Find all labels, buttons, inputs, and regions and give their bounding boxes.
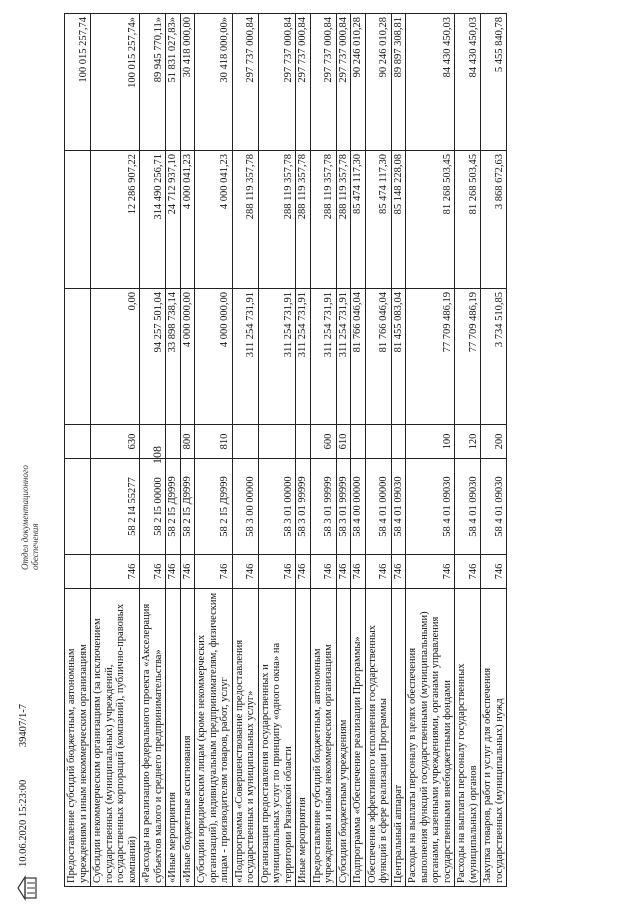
logo-icon — [16, 875, 38, 901]
amount-2022-cell: 51 831 027,83» — [166, 14, 181, 151]
table-row — [296, 14, 311, 887]
ministry-code-cell: 746 — [180, 555, 195, 589]
target-article-code-cell: 58 4 01 00000 — [365, 459, 391, 555]
row-name-cell: Закупка товаров, работ и услуг для обеспечения государственных (муниципальных) нужд — [481, 589, 507, 887]
target-article-code-cell: 58 3 01 99999 — [296, 459, 311, 555]
expense-type-code-cell — [296, 425, 311, 459]
amount-2022-cell: 30 418 000,00 — [180, 14, 195, 151]
table-row — [481, 14, 507, 887]
target-article-code-cell: 58 3 01 99999 — [310, 459, 336, 555]
amount-2021-cell: 85 474 117,30 — [351, 151, 366, 289]
table-row — [180, 14, 195, 887]
target-article-code-cell: 58 3 01 99999 — [336, 459, 351, 555]
expense-type-code-cell: 610 — [336, 425, 351, 459]
amount-2021-cell: 4 000 041,23 — [180, 151, 195, 289]
amount-2020-cell: 81 766 046,04 — [351, 289, 366, 425]
target-article-code-cell: 58 4 01 09030 — [455, 459, 481, 555]
amount-2020-cell: 33 898 738,14 — [166, 289, 181, 425]
amount-2022-cell: 89 945 770,11» — [140, 14, 166, 151]
expense-type-code-cell — [140, 425, 166, 459]
amount-2020-cell: 81 455 083,04 — [391, 289, 406, 425]
amount-2021-cell: 288 119 357,78 — [336, 151, 351, 289]
amount-2021-cell: 288 119 357,78 — [258, 151, 296, 289]
amount-2022-cell: 100 015 257,74» — [91, 14, 140, 151]
expense-type-code-cell — [166, 425, 181, 459]
ministry-code-cell: 746 — [481, 555, 507, 589]
expense-type-code-cell — [65, 425, 91, 459]
amount-2020-cell: 311 254 731,91 — [258, 289, 296, 425]
expense-type-code-cell: 100 — [406, 425, 455, 459]
amount-2022-cell: 100 015 257,74 — [65, 14, 91, 151]
amount-2022-cell: 90 246 010,28 — [351, 14, 366, 151]
row-name-cell: Субсидии некоммерческим организациям (за исключением государственных (муниципальных) учреждений, государственных корпораций (компаний), публично-правовых компаний) — [91, 589, 140, 887]
table-row — [310, 14, 336, 887]
amount-2022-cell: 297 737 000,84 — [258, 14, 296, 151]
table-row — [195, 14, 233, 887]
department-stamp: Отдел документационного обеспечения — [20, 465, 40, 570]
ministry-code-cell: 746 — [365, 555, 391, 589]
amount-2021-cell: 288 119 357,78 — [310, 151, 336, 289]
amount-2022-cell: 297 737 000,84 — [232, 14, 258, 151]
expense-type-code-cell — [232, 425, 258, 459]
amount-2022-cell: 297 737 000,84 — [296, 14, 311, 151]
row-name-cell: Подпрограмма «Обеспечение реализации Программы» — [351, 589, 366, 887]
expense-type-code-cell — [351, 425, 366, 459]
amount-2021-cell: 3 868 672,63 — [481, 151, 507, 289]
amount-2020-cell: 311 254 731,91 — [232, 289, 258, 425]
ministry-code-cell: 746 — [406, 555, 455, 589]
expense-type-code-cell: 800 — [180, 425, 195, 459]
ministry-code-cell: 746 — [258, 555, 296, 589]
table-row — [336, 14, 351, 887]
row-name-cell: Расходы на выплаты персоналу в целях обеспечения выполнения функций государственными (муниципальными) органами, казенными учреждениями, органами управления государственными внебюджетными фондами — [406, 589, 455, 887]
amount-2022-cell: 5 455 840,78 — [481, 14, 507, 151]
ministry-code-cell: 746 — [391, 555, 406, 589]
ministry-code-cell: 746 — [166, 555, 181, 589]
expense-type-code-cell — [391, 425, 406, 459]
target-article-code-cell: 58 4 01 09030 — [406, 459, 455, 555]
ministry-code-cell: 746 — [195, 555, 233, 589]
amount-2021-cell: 85 474 117,30 — [365, 151, 391, 289]
row-name-cell: Предоставление субсидий бюджетным, автономным учреждениям и иным некоммерческим организациям — [310, 589, 336, 887]
amount-2020-cell: 311 254 731,91 — [336, 289, 351, 425]
row-name-cell: Расходы на выплаты персоналу государственных (муниципальных) органов — [455, 589, 481, 887]
amount-2020-cell: 0,00 — [91, 289, 140, 425]
amount-2022-cell: 30 418 000,00» — [195, 14, 233, 151]
amount-2021-cell: 288 119 357,78 — [296, 151, 311, 289]
row-name-cell: «Иные бюджетные ассигнования — [180, 589, 195, 887]
amount-2021-cell: 24 712 937,10 — [166, 151, 181, 289]
table-row — [140, 14, 166, 887]
expense-type-code-cell: 810 — [195, 425, 233, 459]
amount-2021-cell: 314 490 256,71 — [140, 151, 166, 289]
row-name-cell: Предоставление субсидий бюджетным, автономным учреждениям и иным некоммерческим организациям — [65, 589, 91, 887]
target-article-code-cell: 58 2 I4 55277 — [91, 459, 140, 555]
amount-2020-cell: 311 254 731,91 — [310, 289, 336, 425]
ministry-code-cell: 746 — [455, 555, 481, 589]
amount-2021-cell: 4 000 041,23 — [195, 151, 233, 289]
table-row — [391, 14, 406, 887]
target-article-code-cell: 58 3 00 00000 — [232, 459, 258, 555]
amount-2020-cell: 77 709 486,19 — [406, 289, 455, 425]
table-row — [65, 14, 91, 887]
amount-2020-cell: 3 734 510,85 — [481, 289, 507, 425]
footer-date: 10.06.2020 15:23:00 — [18, 779, 29, 867]
amount-2020-cell: 77 709 486,19 — [455, 289, 481, 425]
amount-2020-cell: 4 000 000,00 — [195, 289, 233, 425]
row-name-cell: «Иные мероприятия — [166, 589, 181, 887]
table-row — [406, 14, 455, 887]
target-article-code-cell — [65, 459, 91, 555]
ministry-code-cell: 746 — [232, 555, 258, 589]
ministry-code-cell: 746 — [310, 555, 336, 589]
target-article-code-cell: 58 4 01 09030 — [391, 459, 406, 555]
ministry-code-cell: 746 — [140, 555, 166, 589]
amount-2020-cell — [65, 289, 91, 425]
footer — [18, 674, 29, 867]
target-article-code-cell: 58 3 01 00000 — [258, 459, 296, 555]
row-name-cell: «Подпрограмма «Совершенствование предоставления государственных и муниципальных услуг» — [232, 589, 258, 887]
amount-2021-cell: 288 119 357,78 — [232, 151, 258, 289]
amount-2022-cell: 297 737 000,84 — [336, 14, 351, 151]
target-article-code-cell: 58 2 I5 Д9999 — [180, 459, 195, 555]
ministry-code-cell: 746 — [91, 555, 140, 589]
amount-2022-cell: 90 246 010,28 — [365, 14, 391, 151]
table-row — [351, 14, 366, 887]
amount-2022-cell: 84 430 450,03 — [455, 14, 481, 151]
amount-2020-cell: 81 766 046,04 — [365, 289, 391, 425]
budget-table-body — [65, 14, 507, 887]
target-article-code-cell: 58 4 01 09030 — [481, 459, 507, 555]
amount-2021-cell — [65, 151, 91, 289]
table-row — [258, 14, 296, 887]
amount-2021-cell: 81 268 503,45 — [406, 151, 455, 289]
amount-2020-cell: 311 254 731,91 — [296, 289, 311, 425]
ministry-code-cell — [65, 555, 91, 589]
expense-type-code-cell: 120 — [455, 425, 481, 459]
row-name-cell: Субсидии бюджетным учреждениям — [336, 589, 351, 887]
expense-type-code-cell: 630 — [91, 425, 140, 459]
table-row — [91, 14, 140, 887]
target-article-code-cell: 58 2 I5 Д9999 — [195, 459, 233, 555]
ministry-code-cell: 746 — [336, 555, 351, 589]
expense-type-code-cell — [365, 425, 391, 459]
table-row — [365, 14, 391, 887]
row-name-cell: Субсидии юридическим лицам (кроме некоммерческих организаций), индивидуальным предпринимателям, физическим лицам - производителям товаров, работ, услуг — [195, 589, 233, 887]
row-name-cell: Организация предоставления государственных и муниципальных услуг по принципу «одного окна» на территории Рязанской области — [258, 589, 296, 887]
expense-type-code-cell — [258, 425, 296, 459]
amount-2022-cell: 297 737 000,84 — [310, 14, 336, 151]
budget-table — [64, 13, 507, 887]
amount-2021-cell: 81 268 503,45 — [455, 151, 481, 289]
amount-2020-cell: 4 000 000,00 — [180, 289, 195, 425]
row-name-cell: Обеспечение эффективного исполнения государственных функций в сфере реализации Программы — [365, 589, 391, 887]
ministry-code-cell: 746 — [296, 555, 311, 589]
amount-2021-cell: 12 286 907,22 — [91, 151, 140, 289]
target-article-code-cell: 58 2 I5 Д9999 — [166, 459, 181, 555]
expense-type-code-cell: 200 — [481, 425, 507, 459]
target-article-code-cell: 58 2 I5 00000 — [140, 459, 166, 555]
target-article-code-cell: 58 4 00 00000 — [351, 459, 366, 555]
amount-2022-cell: 89 897 308,81 — [391, 14, 406, 151]
row-name-cell: Иные мероприятия — [296, 589, 311, 887]
table-row — [232, 14, 258, 887]
page-number: 108 — [150, 446, 164, 464]
table-row — [166, 14, 181, 887]
footer-doc-id: 39407/1-7 — [18, 703, 29, 748]
row-name-cell: «Расходы на реализацию федерального проекта «Акселерация субъектов малого и среднего предпринимательства» — [140, 589, 166, 887]
row-name-cell: Центральный аппарат — [391, 589, 406, 887]
amount-2020-cell: 94 257 501,04 — [140, 289, 166, 425]
expense-type-code-cell: 600 — [310, 425, 336, 459]
table-row — [455, 14, 481, 887]
amount-2022-cell: 84 430 450,03 — [406, 14, 455, 151]
ministry-code-cell: 746 — [351, 555, 366, 589]
amount-2021-cell: 85 148 228,08 — [391, 151, 406, 289]
